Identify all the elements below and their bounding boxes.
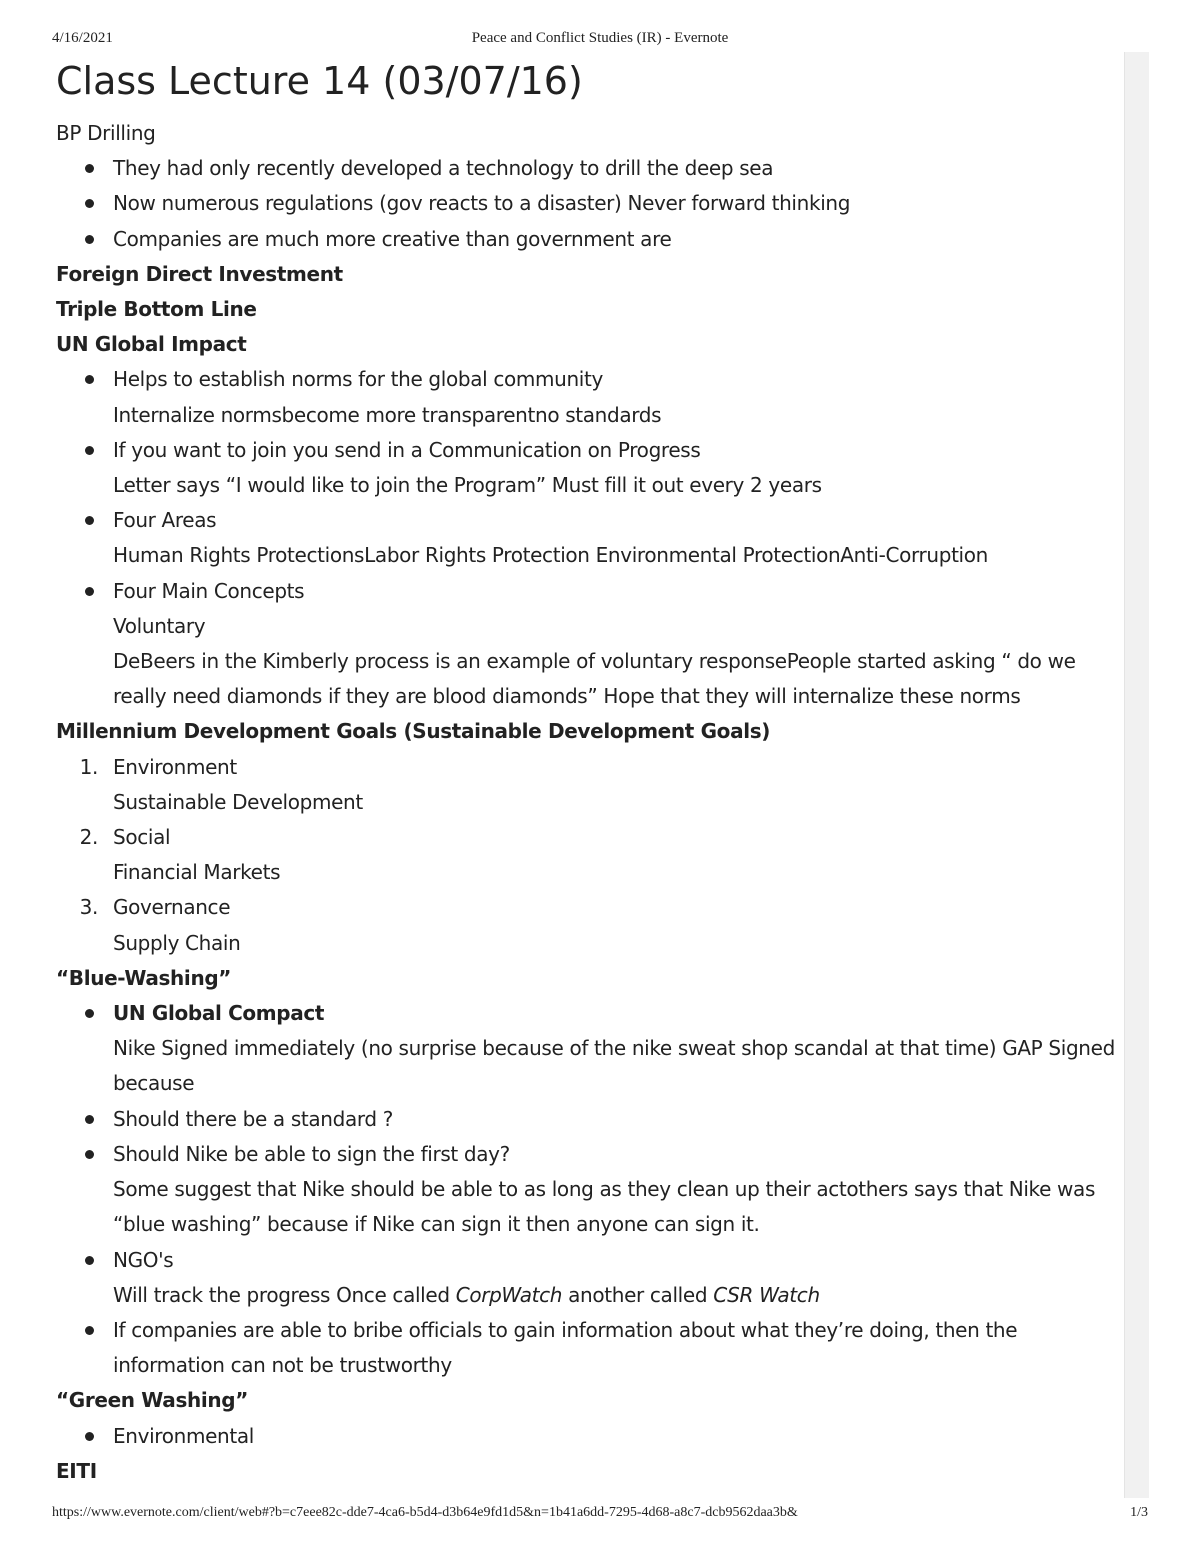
list-item-detail: Human Rights ProtectionsLabor Rights Protection Environmental ProtectionAnti-Corruption [113,543,988,568]
list-item-detail: Nike Signed immediately (no surprise because of the nike sweat shop scandal at that time) GAP Signed [113,1036,1115,1061]
list-item-detail: Internalize normsbecome more transparentno standards [113,402,662,427]
list-item-detail: Some suggest that Nike should be able to as long as they clean up their actothers says that Nike was [113,1177,1096,1202]
bullet-icon [85,1256,94,1265]
list-item-detail: because [113,1071,195,1096]
bullet-icon [85,199,94,208]
bullet-icon [85,1432,94,1441]
bullet-icon [85,164,94,173]
print-page-title: Peace and Conflict Studies (IR) - Evernote [471,30,729,46]
list-item: If companies are able to bribe officials to gain information about what they’re doing, then the [56,1313,1118,1348]
bullet-icon [85,235,94,244]
fdi-heading: Foreign Direct Investment [56,261,343,286]
bullet-icon [85,375,94,384]
bullet-icon [85,1150,94,1159]
mdg-heading: Millennium Development Goals (Sustainable Development Goals) [56,719,771,744]
numbered-item: 2. Social [56,820,1118,855]
list-item: Companies are much more creative than government are [56,222,1118,257]
list-item-detail: Supply Chain [113,930,241,955]
green-washing-heading: “Green Washing” [56,1388,249,1413]
bullet-icon [85,1326,94,1335]
numbered-item: 3. Governance [56,890,1118,925]
list-item-detail: Will track the progress Once called CorpWatch another called CSR Watch [113,1282,820,1307]
bullet-icon [85,516,94,525]
bp-heading: BP Drilling [56,121,156,145]
list-item-detail: really need diamonds if they are blood diamonds” Hope that they will internalize these norms [113,684,1021,709]
list-item-detail: DeBeers in the Kimberly process is an example of voluntary responsePeople started asking “ do we [113,649,1076,674]
bullet-icon [85,446,94,455]
bullet-icon [85,1009,94,1018]
bullet-icon [85,587,94,596]
page-url: https://www.evernote.com/client/web#?b=c7eee82c-dde7-4ca6-b5d4-d3b64e9fd1d5&n=1b41a6dd-7295-4d68-a8c7-dcb9562daa3b& [52,1505,798,1520]
item-number: 1. [79,754,98,779]
list-item-detail: Voluntary [113,613,206,638]
list-item: Environmental [56,1419,1118,1454]
list-item: They had only recently developed a technology to drill the deep sea [56,151,1118,186]
list-item: NGO's [56,1243,1118,1278]
list-item: Should there be a standard ? [56,1102,1118,1137]
scrollbar-track[interactable] [1124,52,1149,1498]
numbered-item: 1. Environment [56,750,1118,785]
list-item-detail: Financial Markets [113,860,281,885]
ungi-heading: UN Global Impact [56,332,247,357]
page-number: 1/3 [1130,1505,1148,1520]
list-item-detail: Sustainable Development [113,789,363,814]
list-item: Four Main Concepts [56,574,1118,609]
list-item: UN Global Compact [56,996,1118,1031]
list-item-detail: information can not be trustworthy [113,1353,452,1378]
eiti-heading: EITI [56,1458,97,1483]
tbl-heading: Triple Bottom Line [56,297,257,322]
list-item: Four Areas [56,503,1118,538]
corpwatch-text: CorpWatch [455,1282,563,1307]
list-item-detail: Letter says “I would like to join the Program” Must fill it out every 2 years [113,473,822,498]
print-date: 4/16/2021 [52,30,113,46]
item-number: 2. [79,825,98,850]
csr-watch-text: CSR Watch [713,1282,820,1307]
item-number: 3. [79,895,98,920]
list-item: If you want to join you send in a Communication on Progress [56,433,1118,468]
list-item: Now numerous regulations (gov reacts to a disaster) Never forward thinking [56,186,1118,221]
list-item: Helps to establish norms for the global community [56,362,1118,397]
note-title: Class Lecture 14 (03/07/16) [56,59,583,103]
list-item: Should Nike be able to sign the first day? [56,1137,1118,1172]
blue-washing-heading: “Blue-Washing” [56,965,232,990]
list-item-detail: “blue washing” because if Nike can sign it then anyone can sign it. [113,1212,760,1237]
note-body [56,56,1118,1489]
bullet-icon [85,1115,94,1124]
